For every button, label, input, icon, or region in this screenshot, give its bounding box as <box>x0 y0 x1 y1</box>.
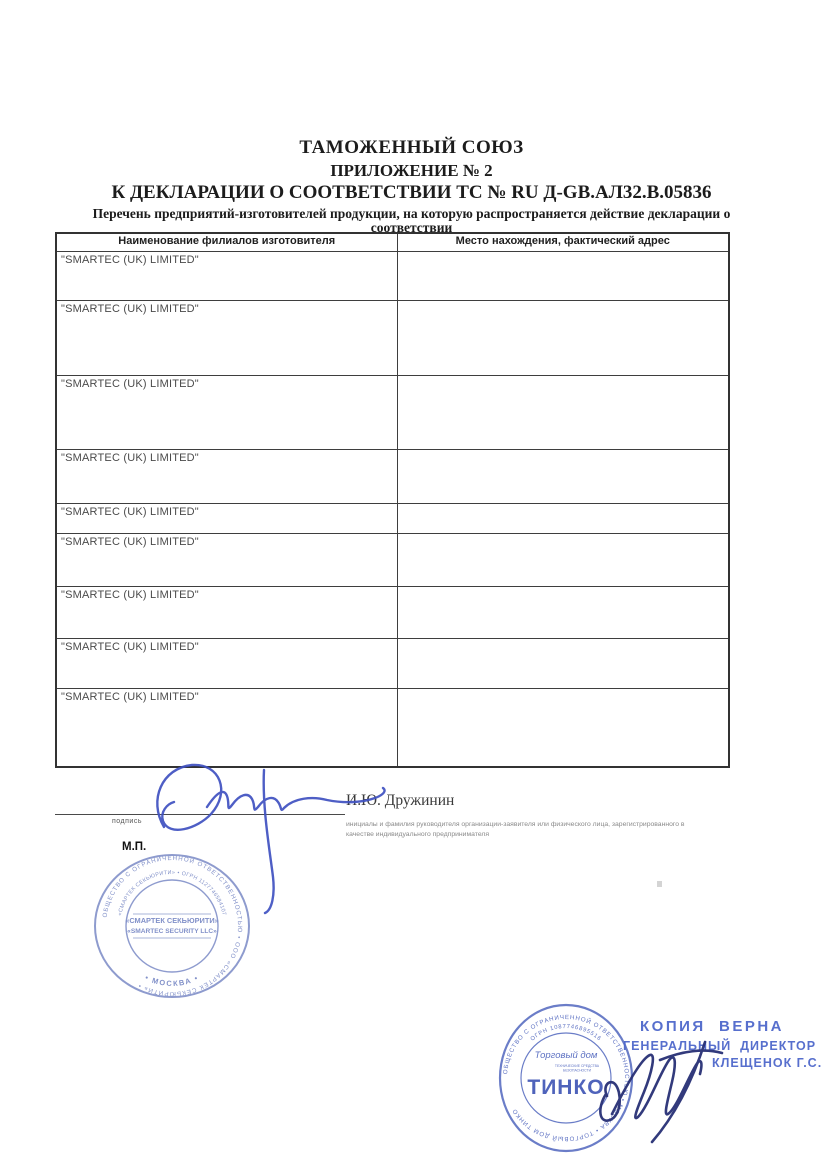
address-cell <box>397 689 729 767</box>
seal-city-text: • МОСКВА • <box>143 972 201 989</box>
tinko-logo-text: ТИНКО <box>527 1076 605 1099</box>
signature-line-label: подпись <box>112 818 142 825</box>
scan-artifact-dot <box>657 881 662 887</box>
address-cell <box>397 450 729 504</box>
address-cell <box>397 587 729 639</box>
seal-inner-ring-text: «СМАРТЕК СЕКЬЮРИТИ» • ОГРН 1127746584107 <box>117 869 227 917</box>
subtitle-line2: соответствии <box>370 220 453 235</box>
address-cell <box>397 639 729 689</box>
table-row <box>56 504 729 534</box>
seal-placeholder-label: М.П. <box>122 841 147 853</box>
column-header-address: Место нахождения, фактический адрес <box>397 233 729 252</box>
seal-center-name-en: «SMARTEC SECURITY LLC» <box>127 928 217 935</box>
manufacturers-table <box>55 232 730 768</box>
subtitle-line1: Перечень предприятий-изготовителей продукции, на которую распространяется действие декларации о <box>92 206 731 221</box>
tinko-small-line2: БЕЗОПАСНОСТИ <box>562 1068 592 1073</box>
seal-city-text-holder <box>144 973 201 988</box>
table-row <box>56 534 729 587</box>
tinko-small-line1: ТЕХНИЧЕСКИЕ СРЕДСТВА <box>554 1064 600 1068</box>
manufacturer-name-cell: "SMARTEC (UK) LIMITED" <box>56 504 397 534</box>
address-cell <box>397 534 729 587</box>
table-row <box>56 639 729 689</box>
title-declaration-number: К ДЕКЛАРАЦИИ О СООТВЕТСТВИИ ТС № RU Д-GB.АЛ32.В.05836 <box>111 182 712 203</box>
table-row <box>56 587 729 639</box>
document-header <box>0 137 823 235</box>
column-header-branch-name: Наименование филиалов изготовителя <box>56 233 397 252</box>
handwritten-signature-director <box>592 1036 727 1146</box>
copy-stamp-line3: КЛЕЩЕНОК Г.С. <box>712 1056 823 1070</box>
smartec-security-seal <box>91 851 253 1001</box>
table-row <box>56 376 729 450</box>
copy-stamp-line1: КОПИЯ ВЕРНА <box>640 1018 785 1035</box>
manufacturer-name-cell: "SMARTEC (UK) LIMITED" <box>56 301 397 376</box>
manufacturer-name-cell: "SMARTEC (UK) LIMITED" <box>56 376 397 450</box>
table-header-row <box>56 233 729 252</box>
table-row <box>56 450 729 504</box>
manufacturer-name-cell: "SMARTEC (UK) LIMITED" <box>56 252 397 301</box>
copy-stamp-line2: ГЕНЕРАЛЬНЫЙ ДИРЕКТОР <box>623 1039 817 1053</box>
address-cell <box>397 504 729 534</box>
seal-outer-ring-text-holder <box>102 855 244 997</box>
address-cell <box>397 376 729 450</box>
title-customs-union: ТАМОЖЕННЫЙ СОЮЗ <box>299 137 524 158</box>
manufacturer-name-cell: "SMARTEC (UK) LIMITED" <box>56 689 397 767</box>
seal-center-name-ru: «СМАРТЕК СЕКЬЮРИТИ» <box>125 916 219 925</box>
seal-outer-ring-text: ОБЩЕСТВО С ОГРАНИЧЕННОЙ ОТВЕТСТВЕННОСТЬЮ • ООО «СМАРТЕК СЕКЬЮРИТИ» • <box>101 854 244 998</box>
address-cell <box>397 252 729 301</box>
seal-inner-ring-text-holder <box>117 870 227 916</box>
manufacturer-name-cell: "SMARTEC (UK) LIMITED" <box>56 450 397 504</box>
table-row <box>56 252 729 301</box>
tinko-ring-text: ОБЩЕСТВО С ОГРАНИЧЕННОЙ ОТВЕТСТВЕННОСТЬЮ • МОСКВА • ТОРГОВЫЙ ДОМ ТИНКО <box>502 1013 631 1143</box>
manufacturer-name-cell: "SMARTEC (UK) LIMITED" <box>56 587 397 639</box>
manufacturer-name-cell: "SMARTEC (UK) LIMITED" <box>56 534 397 587</box>
signatory-name: И.Ю. Дружинин <box>346 792 455 809</box>
signatory-caption: инициалы и фамилия руководителя организации-заявителя или физического лица, зарегистрированного в качестве индивидуального предпринимателя <box>346 821 685 838</box>
table-row <box>56 301 729 376</box>
title-appendix: ПРИЛОЖЕНИЕ № 2 <box>330 161 493 180</box>
tinko-ogrn-text: ОГРН 1087746895516 <box>529 1023 603 1043</box>
tinko-script-text: Торговый дом <box>534 1050 598 1061</box>
manufacturer-name-cell: "SMARTEC (UK) LIMITED" <box>56 639 397 689</box>
address-cell <box>397 301 729 376</box>
